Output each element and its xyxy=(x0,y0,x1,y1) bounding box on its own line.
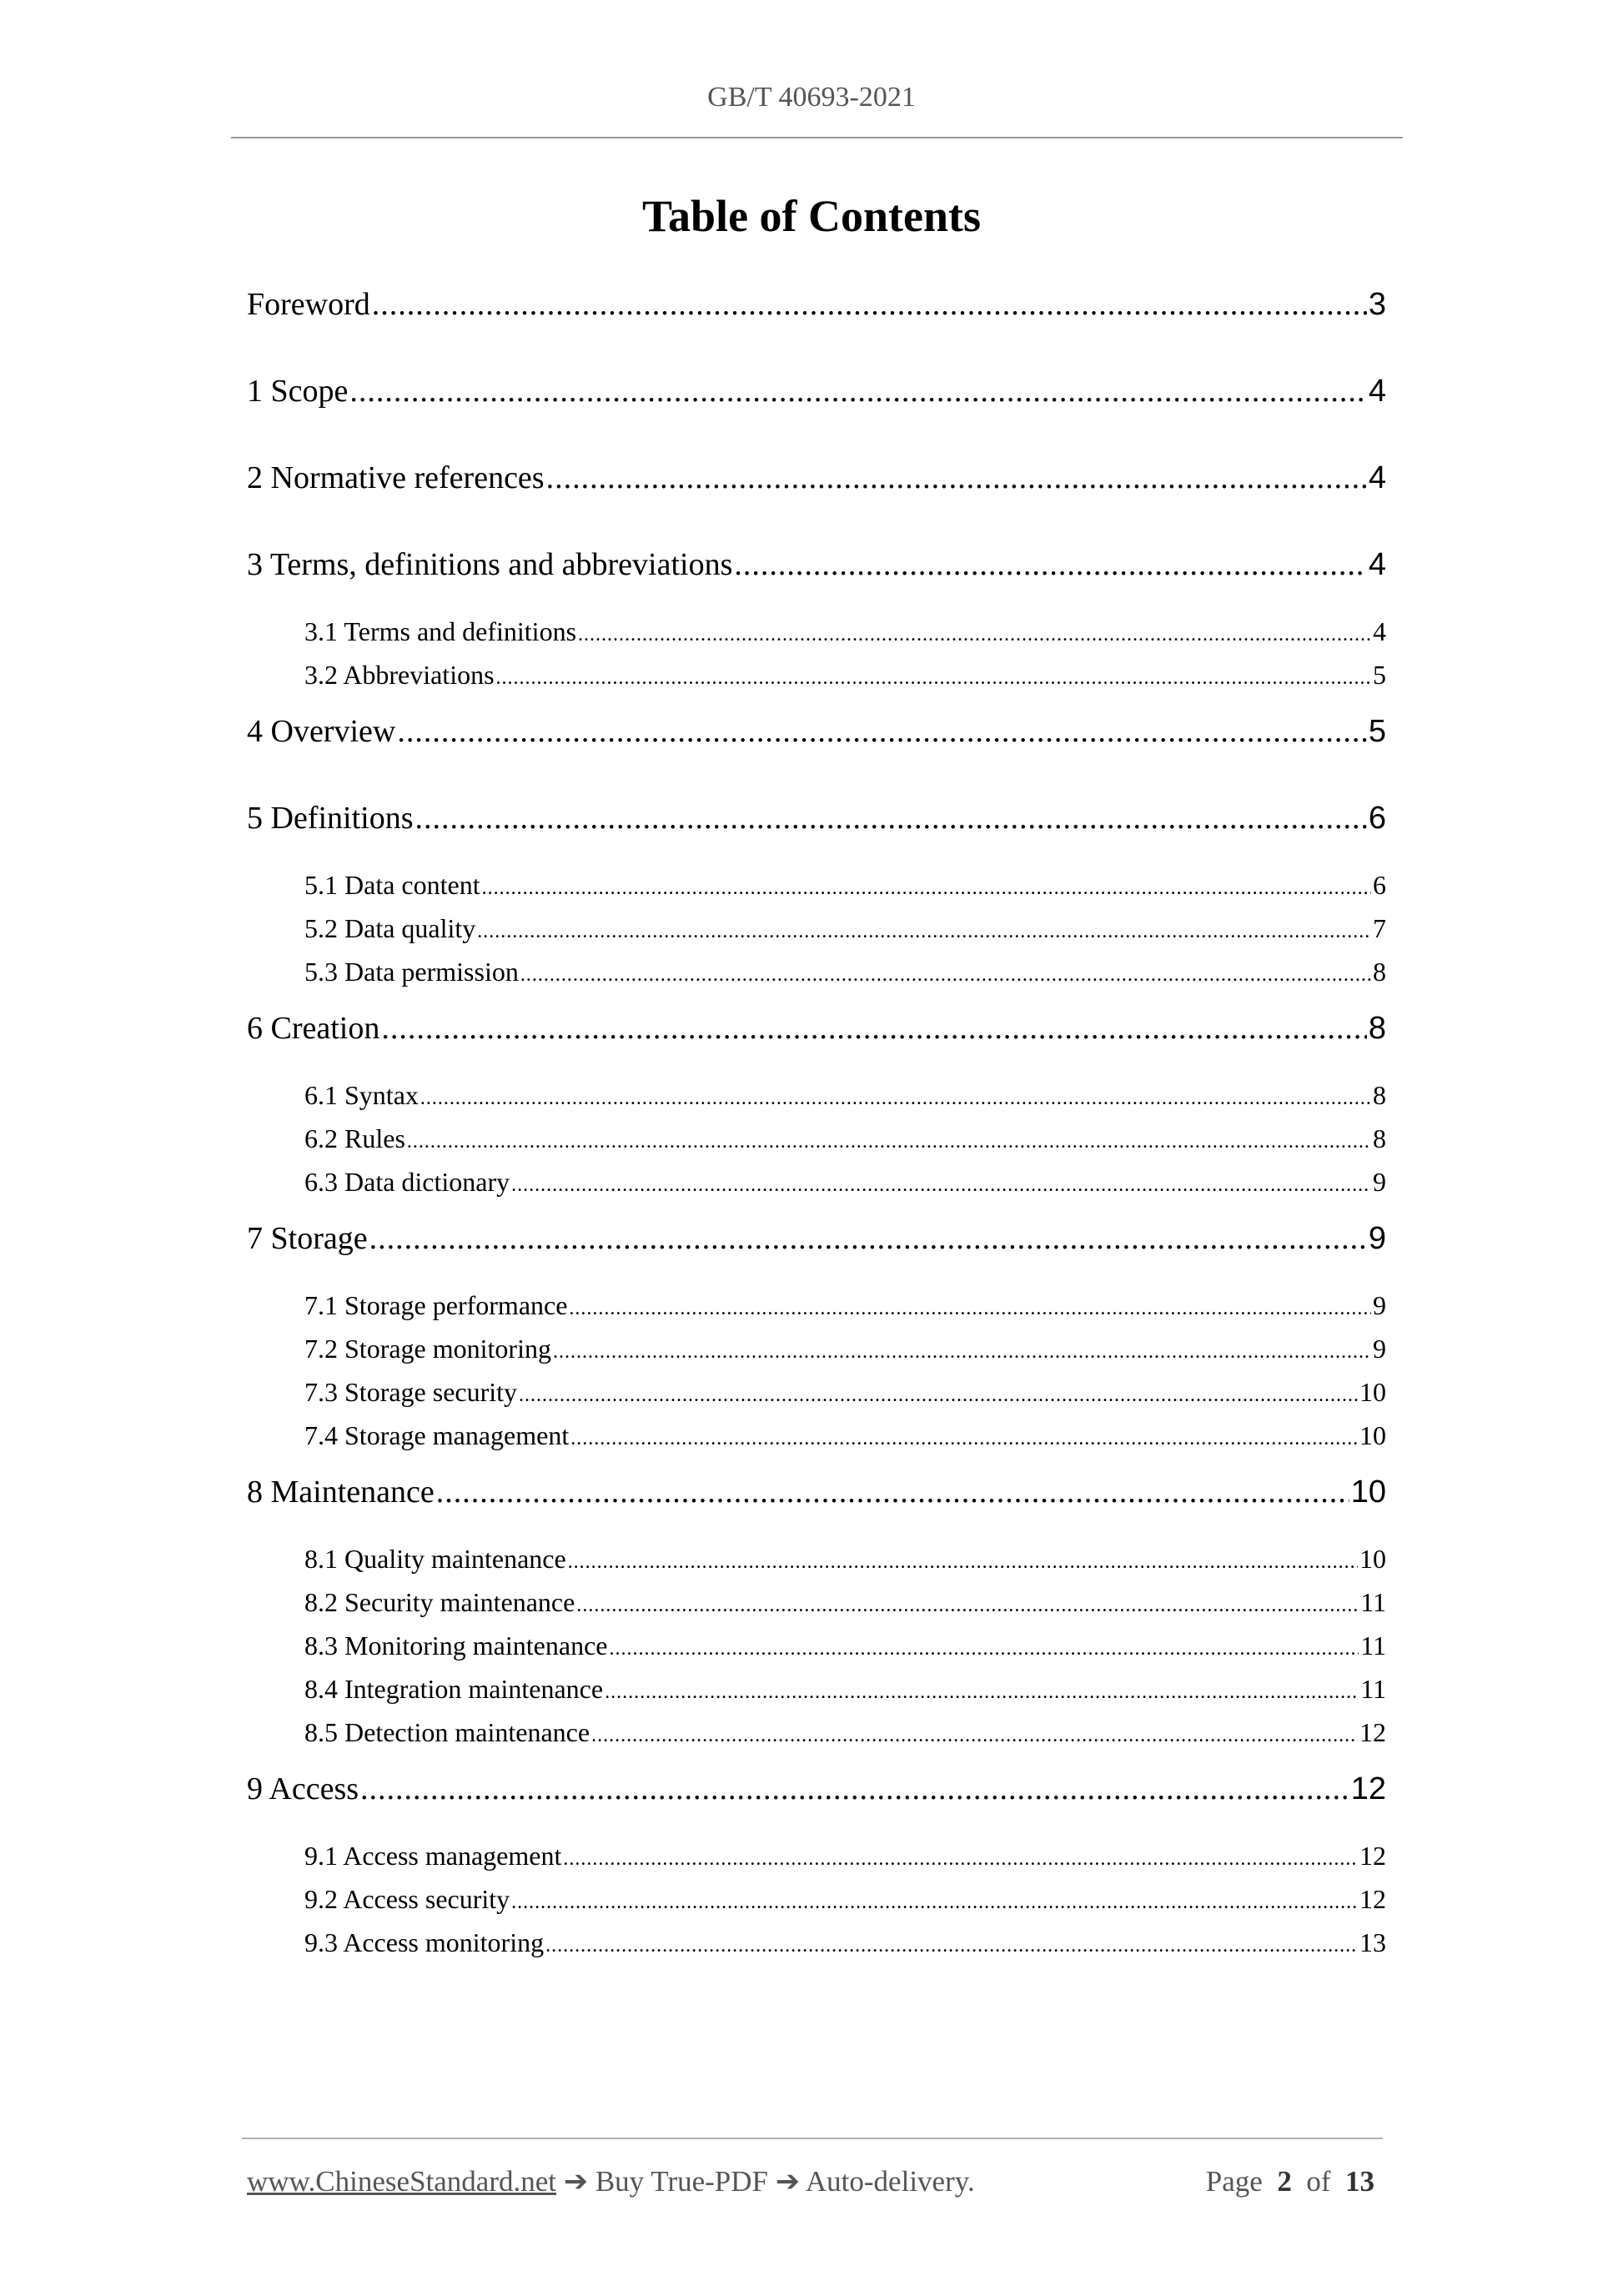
delivery-text: Auto-delivery. xyxy=(805,2165,975,2198)
toc-dot-leader xyxy=(609,1638,1359,1660)
toc-entry-title: 8.5 Detection maintenance xyxy=(304,1717,590,1747)
toc-entry-title: 4 Overview xyxy=(247,714,396,749)
arrow-right-icon: ➔ xyxy=(775,2165,801,2198)
toc-entry[interactable] xyxy=(247,1771,1386,1814)
toc-entry[interactable] xyxy=(247,460,1386,503)
toc-entry-title: 1 Scope xyxy=(247,374,349,409)
toc-page-number: 9 xyxy=(1368,1221,1386,1256)
toc-dot-leader xyxy=(511,1174,1371,1197)
toc-subentry[interactable] xyxy=(304,1377,1386,1414)
toc-dot-leader xyxy=(553,1341,1371,1364)
toc-subentry[interactable] xyxy=(304,957,1386,993)
toc-dot-leader xyxy=(545,1935,1358,1957)
toc-entry-title: 7 Storage xyxy=(247,1221,368,1256)
toc-dot-leader xyxy=(546,460,1367,496)
toc-entry-title: 7.3 Storage security xyxy=(304,1377,518,1407)
toc-entry-title: 3 Terms, definitions and abbreviations xyxy=(247,547,733,582)
toc-entry-title: 6 Creation xyxy=(247,1011,380,1046)
toc-entry-title: 3.1 Terms and definitions xyxy=(304,616,577,646)
toc-subentry[interactable] xyxy=(304,1674,1386,1711)
toc-entry-title: Foreword xyxy=(247,287,370,322)
toc-dot-leader xyxy=(605,1681,1359,1704)
toc-page-number: 12 xyxy=(1359,1841,1386,1871)
toc-subentry[interactable] xyxy=(304,1334,1386,1370)
toc-page-number: 13 xyxy=(1359,1927,1386,1957)
toc-dot-leader xyxy=(349,373,1366,409)
toc-entry[interactable] xyxy=(247,546,1386,590)
toc-dot-leader xyxy=(477,921,1371,943)
toc-entry[interactable] xyxy=(247,713,1386,756)
toc-page-number: 11 xyxy=(1360,1587,1386,1617)
toc-subentry[interactable] xyxy=(304,1123,1386,1160)
toc-subentry[interactable] xyxy=(304,913,1386,950)
toc-entry-title: 8.3 Monitoring maintenance xyxy=(304,1630,608,1660)
toc-page-number: 8 xyxy=(1368,1011,1386,1046)
toc-subentry[interactable] xyxy=(304,1544,1386,1580)
toc-dot-leader xyxy=(591,1725,1358,1747)
toc-entry-title: 9.2 Access security xyxy=(304,1884,510,1914)
toc-page-number: 8 xyxy=(1373,1080,1386,1110)
toc-subentry[interactable] xyxy=(304,1420,1386,1457)
toc-page-number: 9 xyxy=(1373,1167,1386,1197)
toc-entry[interactable] xyxy=(247,1474,1386,1517)
toc-page-number: 10 xyxy=(1359,1377,1386,1407)
toc-entry-title: 8 Maintenance xyxy=(247,1475,435,1510)
toc-page-number: 4 xyxy=(1368,374,1386,409)
total-page-count: 13 xyxy=(1345,2165,1374,2198)
toc-dot-leader xyxy=(569,1298,1371,1320)
toc-entry-title: 5.1 Data content xyxy=(304,870,480,900)
toc-subentry[interactable] xyxy=(304,1884,1386,1921)
toc-page-number: 8 xyxy=(1373,1123,1386,1153)
toc-dot-leader xyxy=(482,877,1371,900)
toc-page-number: 6 xyxy=(1373,870,1386,900)
toc-entry-title: 8.1 Quality maintenance xyxy=(304,1544,566,1574)
toc-entry-title: 8.2 Security maintenance xyxy=(304,1587,575,1617)
page-title: Table of Contents xyxy=(641,191,982,241)
toc-dot-leader xyxy=(369,1220,1367,1257)
toc-subentry[interactable] xyxy=(304,1080,1386,1117)
toc-dot-leader xyxy=(570,1428,1358,1450)
toc-dot-leader xyxy=(563,1848,1358,1871)
site-link[interactable]: www.ChineseStandard.net xyxy=(247,2165,556,2198)
of-word: of xyxy=(1306,2165,1331,2198)
toc-page-number: 5 xyxy=(1373,660,1386,690)
page-indicator xyxy=(1206,2165,1374,2198)
toc-page-number: 11 xyxy=(1360,1674,1386,1704)
toc-subentry[interactable] xyxy=(304,1167,1386,1203)
toc-page-number: 4 xyxy=(1368,547,1386,582)
toc-dot-leader xyxy=(372,286,1367,323)
toc-subentry[interactable] xyxy=(304,1927,1386,1964)
toc-subentry[interactable] xyxy=(304,1587,1386,1624)
toc-page-number: 7 xyxy=(1373,913,1386,943)
toc-page-number: 12 xyxy=(1359,1717,1386,1747)
toc-page-number: 10 xyxy=(1359,1544,1386,1574)
toc-entry-title: 6.3 Data dictionary xyxy=(304,1167,510,1197)
toc-entry-title: 9.1 Access management xyxy=(304,1841,562,1871)
toc-dot-leader xyxy=(415,800,1366,837)
toc-entry[interactable] xyxy=(247,1220,1386,1264)
toc-subentry[interactable] xyxy=(304,616,1386,653)
toc-entry-title: 7.4 Storage management xyxy=(304,1420,570,1450)
toc-entry-title: 6.2 Rules xyxy=(304,1123,405,1153)
toc-page-number: 10 xyxy=(1350,1475,1386,1510)
toc-entry-title: 7.1 Storage performance xyxy=(304,1290,568,1320)
toc-dot-leader xyxy=(568,1551,1358,1574)
toc-entry[interactable] xyxy=(247,286,1386,329)
footer-promo xyxy=(247,2165,975,2198)
toc-dot-leader xyxy=(511,1892,1358,1914)
toc-entry-title: 3.2 Abbreviations xyxy=(304,660,495,690)
toc-entry-title: 8.4 Integration maintenance xyxy=(304,1674,604,1704)
toc-entry-title: 6.1 Syntax xyxy=(304,1080,419,1110)
toc-page-number: 12 xyxy=(1359,1884,1386,1914)
running-header: GB/T 40693-2021 xyxy=(707,82,916,113)
buy-text: Buy True-PDF xyxy=(595,2165,768,2198)
toc-entry-title: 5.3 Data permission xyxy=(304,957,519,987)
toc-dot-leader xyxy=(381,1010,1367,1047)
toc-page-number: 10 xyxy=(1359,1420,1386,1450)
footer-divider xyxy=(242,2138,1383,2139)
toc-entry-title: 9 Access xyxy=(247,1771,359,1806)
toc-entry-title: 2 Normative references xyxy=(247,460,545,495)
toc-subentry[interactable] xyxy=(304,660,1386,696)
toc-dot-leader xyxy=(496,667,1371,690)
toc-page-number: 9 xyxy=(1373,1334,1386,1364)
toc-subentry[interactable] xyxy=(304,1630,1386,1667)
toc-entry-title: 7.2 Storage monitoring xyxy=(304,1334,551,1364)
toc-dot-leader xyxy=(407,1131,1371,1153)
toc-page-number: 12 xyxy=(1350,1771,1386,1806)
toc-page-number: 6 xyxy=(1368,801,1386,836)
toc-subentry[interactable] xyxy=(304,870,1386,907)
toc-subentry[interactable] xyxy=(304,1717,1386,1754)
toc-subentry[interactable] xyxy=(304,1290,1386,1327)
toc-entry[interactable] xyxy=(247,1010,1386,1053)
current-page-number: 2 xyxy=(1277,2165,1292,2198)
toc-page-number: 5 xyxy=(1368,714,1386,749)
toc-dot-leader xyxy=(520,964,1371,987)
toc-entry[interactable] xyxy=(247,800,1386,843)
toc-dot-leader xyxy=(420,1088,1371,1110)
toc-entry-title: 5.2 Data quality xyxy=(304,913,476,943)
page-word: Page xyxy=(1205,2165,1263,2198)
toc-page-number: 3 xyxy=(1368,287,1386,322)
toc-page-number: 8 xyxy=(1373,957,1386,987)
toc-subentry[interactable] xyxy=(304,1841,1386,1877)
toc-dot-leader xyxy=(436,1474,1349,1510)
toc-dot-leader xyxy=(576,1595,1359,1617)
toc-dot-leader xyxy=(397,713,1367,750)
toc-dot-leader xyxy=(519,1384,1358,1407)
toc-dot-leader xyxy=(360,1771,1349,1807)
toc-page-number: 9 xyxy=(1373,1290,1386,1320)
toc-entry-title: 9.3 Access monitoring xyxy=(304,1927,545,1957)
toc-dot-leader xyxy=(734,546,1367,583)
toc-dot-leader xyxy=(578,624,1371,646)
toc-entry-title: 5 Definitions xyxy=(247,801,414,836)
arrow-right-icon: ➔ xyxy=(563,2165,589,2198)
toc-page-number: 11 xyxy=(1360,1630,1386,1660)
toc-entry[interactable] xyxy=(247,373,1386,416)
toc-page-number: 4 xyxy=(1368,460,1386,495)
toc-page-number: 4 xyxy=(1373,616,1386,646)
